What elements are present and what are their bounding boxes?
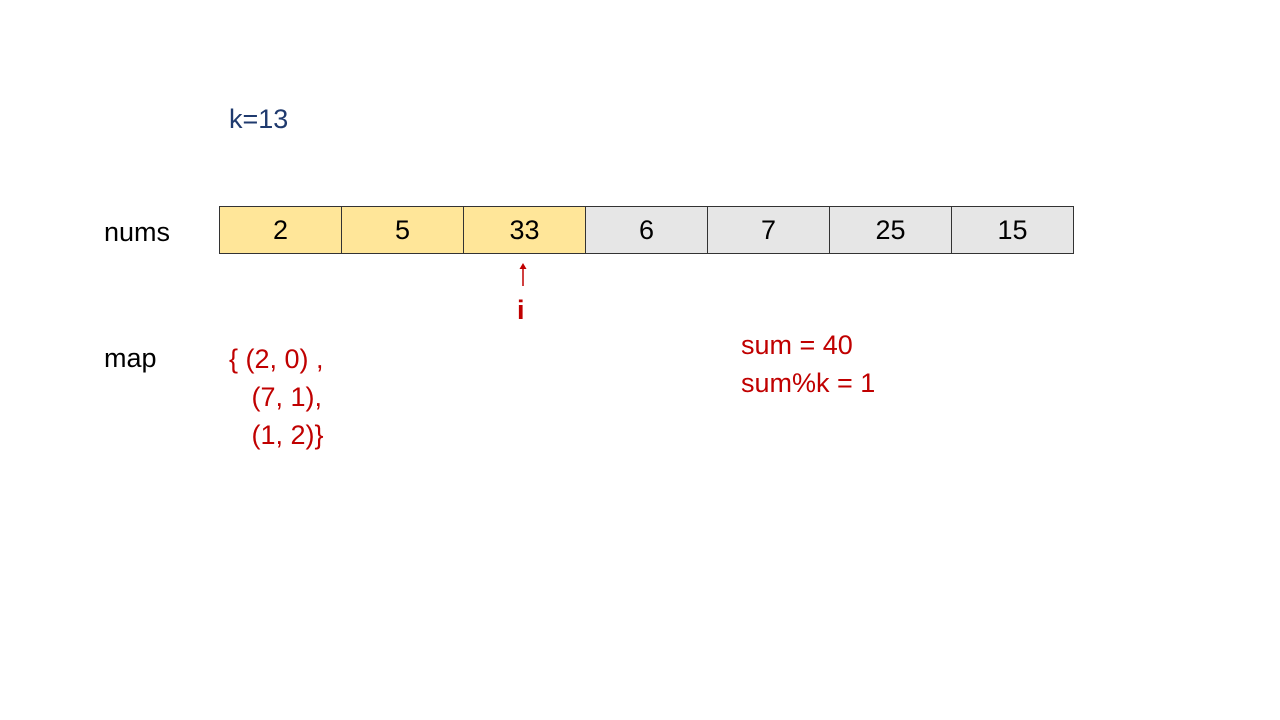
- array-cell-5: 25: [830, 207, 952, 253]
- array-cell-2: 33: [464, 207, 586, 253]
- map-entry-line: (7, 1),: [229, 382, 323, 412]
- array-cell-4: 7: [708, 207, 830, 253]
- array-cell-1: 5: [342, 207, 464, 253]
- k-value-label: k=13: [229, 104, 289, 134]
- nums-array: [219, 206, 1074, 254]
- map-label: map: [104, 343, 157, 373]
- pointer-label: i: [517, 295, 525, 325]
- sum-value: sum = 40: [741, 330, 853, 360]
- map-contents: [229, 340, 324, 454]
- sum-block: [741, 326, 875, 402]
- sum-mod-value: sum%k = 1: [741, 368, 876, 398]
- map-entry-line: { (2, 0) ,: [229, 344, 324, 374]
- array-cell-3: 6: [586, 207, 708, 253]
- array-cell-0: 2: [220, 207, 342, 253]
- nums-label: nums: [104, 217, 171, 247]
- array-cell-6: 15: [952, 207, 1074, 253]
- map-entry-line: (1, 2)}: [229, 420, 324, 450]
